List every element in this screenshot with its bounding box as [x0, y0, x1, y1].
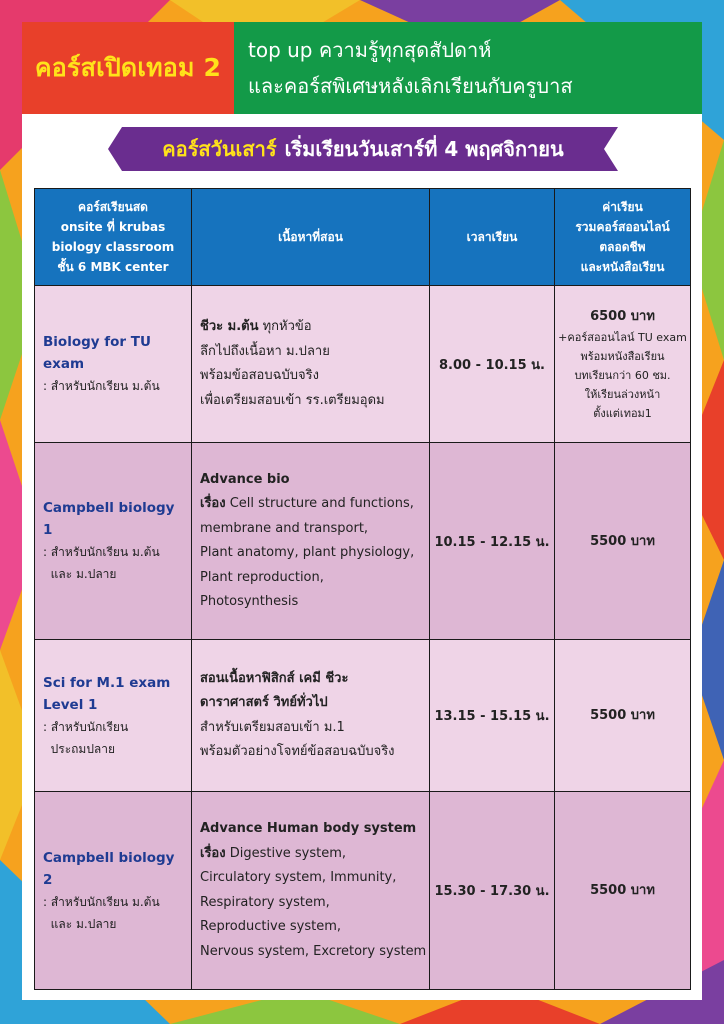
banner-start-date: เริ่มเรียนวันเสาร์ที่ 4 พฤศจิกายน [284, 137, 564, 161]
tagline-line-2: และคอร์สพิเศษหลังเลิกเรียนกับครูบาส [248, 74, 573, 98]
table-row [35, 286, 691, 443]
content-text: ทุกหัวข้อ [258, 319, 312, 334]
content-line [200, 315, 421, 340]
content-text: ลึกไปถึงเนื้อหา ม.ปลาย [200, 343, 330, 359]
fee-note: บทเรียนกว่า 60 ชม. [574, 369, 671, 382]
fee-cell [555, 286, 691, 443]
content-line [200, 891, 421, 916]
content-cell [192, 443, 430, 640]
course-audience: : สำหรับนักเรียน ม.ต้น [43, 894, 160, 909]
content-line [200, 541, 421, 566]
header-time: เวลาเรียน [430, 189, 555, 286]
time-cell: 8.00 - 10.15 น. [430, 286, 555, 443]
course-name: Level 1 [43, 696, 98, 713]
schedule-table [34, 188, 691, 990]
content-line [200, 667, 421, 692]
saturday-banner [108, 127, 618, 171]
content-cell [192, 792, 430, 990]
header-course [35, 189, 192, 286]
table-row [35, 792, 691, 990]
fee-amount: 5500 บาท [590, 708, 655, 723]
content-line [200, 716, 421, 741]
table-row [35, 640, 691, 792]
header-course-line: คอร์สเรียนสด [78, 200, 148, 214]
content-line [200, 389, 421, 414]
content-line [200, 866, 421, 891]
content-text: Circulatory system, Immunity, [200, 870, 397, 885]
content-bold-text: ชีวะ ม.ต้น [200, 319, 259, 334]
content-text: พร้อมตัวอย่างโจทย์ข้อสอบฉบับจริง [200, 744, 395, 759]
header-fee [555, 189, 691, 286]
course-cell [35, 792, 192, 990]
fee-cell [555, 640, 691, 792]
fee-note: +คอร์สออนไลน์ TU exam [558, 331, 687, 344]
content-bold-text: เรื่อง [200, 845, 226, 861]
course-name: Campbell biology 1 [43, 500, 175, 538]
course-name: Biology for TU exam [43, 334, 151, 372]
course-cell [35, 443, 192, 640]
content-line [200, 364, 421, 389]
content-text: Nervous system, Excretory system [200, 943, 427, 959]
header-course-line: onsite ที่ krubas [60, 220, 166, 234]
content-line [200, 340, 421, 365]
content-text: Respiratory system, [200, 894, 330, 910]
content-bold-text: Advance Human body system [200, 821, 417, 836]
course-cell [35, 286, 192, 443]
header-fee-line: และหนังสือเรียน [580, 260, 665, 274]
content-text: สำหรับเตรียมสอบเข้า ม.1 [200, 719, 345, 735]
course-cell [35, 640, 192, 792]
fee-amount: 5500 บาท [590, 883, 655, 898]
content-text: Photosynthesis [200, 594, 299, 609]
content-bold-text: เรื่อง [200, 496, 226, 511]
content-line [200, 492, 421, 517]
content-bold-text: ดาราศาสตร์ วิทย์ทั่วไป [200, 695, 328, 710]
tagline-line-1: top up ความรู้ทุกสุดสัปดาห์ [248, 38, 492, 62]
content-line [200, 940, 427, 965]
content-cell [192, 286, 430, 443]
term-title [22, 22, 234, 114]
fee-note: พร้อมหนังสือเรียน [580, 350, 665, 363]
course-name: Sci for M.1 exam [43, 674, 171, 691]
course-audience: และ ม.ปลาย [43, 916, 117, 931]
course-audience: : สำหรับนักเรียน [43, 719, 129, 734]
content-text: Reproductive system, [200, 919, 342, 934]
table-header-row [35, 189, 691, 286]
course-name: Campbell biology 2 [43, 849, 175, 888]
time-cell: 15.30 - 17.30 น. [430, 792, 555, 990]
fee-cell [555, 443, 691, 640]
header-course-line: biology classroom [51, 240, 175, 254]
content-text: Cell structure and functions, [225, 496, 414, 511]
content-line [200, 842, 421, 867]
header-fee-line: รวมคอร์สออนไลน์ [575, 220, 670, 234]
time-cell: 10.15 - 12.15 น. [430, 443, 555, 640]
course-audience: : สำหรับนักเรียน ม.ต้น [43, 545, 160, 559]
content-line [200, 691, 421, 716]
content-line [200, 740, 421, 765]
content-bold-text: Advance bio [200, 471, 290, 487]
time-cell: 13.15 - 15.15 น. [430, 640, 555, 792]
content-line [200, 566, 421, 591]
fee-cell [555, 792, 691, 990]
term-title-text: คอร์สเปิดเทอม 2 [34, 53, 222, 82]
header-content: เนื้อหาที่สอน [192, 189, 430, 286]
header-fee-line: ค่าเรียน [602, 200, 643, 214]
content-line [200, 517, 421, 542]
content-text: Digestive system, [225, 845, 347, 861]
content-line [200, 915, 421, 940]
content-line [200, 468, 421, 493]
fee-note: ตั้งแต่เทอม1 [593, 407, 652, 420]
content-text: Plant anatomy, plant physiology, [200, 545, 415, 560]
fee-note: ให้เรียนล่วงหน้า [584, 388, 661, 401]
table-row [35, 443, 691, 640]
banner-course-label: คอร์สวันเสาร์ [162, 137, 277, 161]
content-text: membrane and transport, [200, 520, 369, 536]
content-text: เพื่อเตรียมสอบเข้า รร.เตรียมอุดม [200, 392, 385, 408]
content-text: Plant reproduction, [200, 569, 324, 585]
course-audience: ประถมปลาย [43, 741, 116, 756]
header-course-line: ชั้น 6 MBK center [57, 260, 169, 274]
content-bold-text: สอนเนื้อหาฟิสิกส์ เคมี ชีวะ [200, 670, 349, 686]
content-line [200, 590, 421, 615]
content-line [200, 817, 421, 842]
fee-amount: 5500 บาท [590, 533, 655, 549]
header-fee-line: ตลอดชีพ [599, 240, 646, 254]
content-text: พร้อมข้อสอบฉบับจริง [200, 368, 319, 383]
fee-amount: 6500 บาท [590, 309, 655, 324]
content-cell [192, 640, 430, 792]
header-tagline [234, 22, 702, 114]
course-audience: และ ม.ปลาย [43, 567, 117, 581]
course-audience: : สำหรับนักเรียน ม.ต้น [43, 379, 160, 393]
